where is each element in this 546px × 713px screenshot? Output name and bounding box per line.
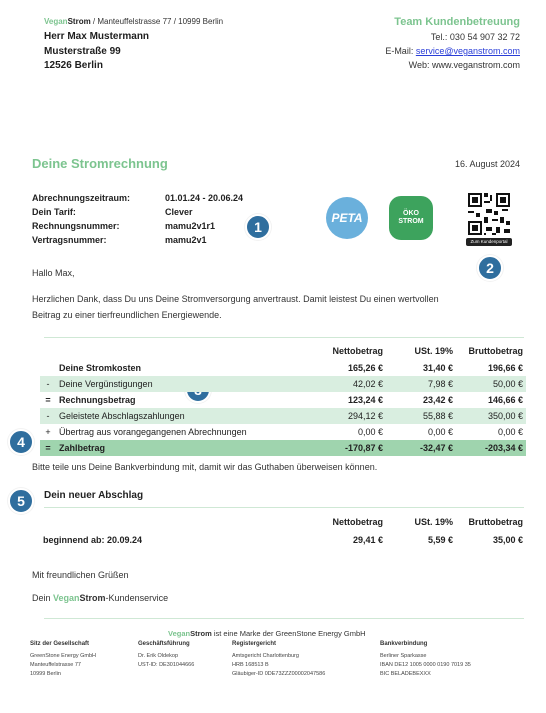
invoice-date: 16. August 2024 [454,159,520,169]
footer-line: UST-ID: DE301044666 [138,662,195,668]
footer-line: Amtsgericht Charlottenburg [232,653,299,659]
costs-table [40,342,526,456]
abschlag-title: Dein neuer Abschlag [44,490,144,501]
greeting: Hallo Max, [32,268,75,278]
contact-team: Team Kundenbetreuung [394,16,520,28]
footer-col-head: Registergericht [232,641,277,647]
footer-line: GreenStone Energy GmbH [30,653,97,659]
table-row: - Deine Vergünstigungen 42,02 € 7,98 € 50,00 € [40,376,526,392]
col-header: Bruttobetrag [468,346,523,356]
contact-tel: Tel.: 030 54 907 32 72 [430,32,520,42]
footer-col-head: Geschäftsführung [138,641,190,647]
footer-line: HRB 168513 B [232,662,269,668]
table-row: + Übertrag aus vorangegangenen Abrechnungen 0,00 € 0,00 € 0,00 € [45,427,523,437]
footer-line: Manteuffelstrasse 77 [30,662,81,668]
total-row: = Zahlbetrag -170,87 € -32,47 € -203,34 € [40,440,526,456]
meta-label: Dein Tarif: [32,207,76,217]
intro-line-1: Herzlichen Dank, dass Du uns Deine Stromversorgung anvertraust. Damit leistest Du einen wertvollen [32,294,439,304]
abschlag-header-row [40,513,526,531]
footer-col-head: Sitz der Gesellschaft [30,641,90,647]
recipient-street: Musterstraße 99 [44,46,121,57]
email-link[interactable]: service@veganstrom.com [415,46,520,56]
callout-badge-5: 5 [8,488,34,514]
divider [44,337,524,338]
closing-signature: Dein VeganStrom-Kundenservice [32,593,169,603]
footer-line: 10999 Berlin [30,671,61,677]
contact-email-line: E-Mail: service@veganstrom.com [385,46,520,56]
costs-header-row [40,342,526,360]
oekostrom-logo: ÖKO STROM [389,196,433,240]
callout-badge-1: 1 [245,214,271,240]
contact-web: Web: www.veganstrom.com [408,60,520,70]
meta-value: mamu2v1 [165,235,207,245]
meta-label: Vertragsnummer: [32,235,107,245]
meta-value: 01.01.24 - 20.06.24 [165,193,244,203]
col-header: Nettobetrag [332,346,383,356]
footer-line: IBAN DE12 1005 0000 0190 7019 35 [380,662,471,668]
bank-note: Bitte teile uns Deine Bankverbindung mit, damit wir das Guthaben überweisen können. [32,462,378,472]
page-title: Deine Stromrechnung [32,156,168,171]
col-header: USt. 19% [414,346,453,356]
footer-line: Dr. Erik Oldekop [138,653,179,659]
footer-tagline: VeganStrom ist eine Marke der GreenStone Energy GmbH [168,629,366,638]
table-row: = Rechnungsbetrag 123,24 € 23,42 € 146,66 € [45,395,523,405]
meta-label: Abrechnungszeitraum: [32,193,131,203]
table-row: Deine Stromkosten 165,26 € 31,40 € 196,66 € [59,363,523,373]
sender-line: VeganStrom / Manteuffelstrasse 77 / 10999 Berlin [44,17,224,26]
recipient-name: Herr Max Mustermann [44,31,150,42]
qr-code-icon[interactable] [466,191,512,237]
meta-value: Clever [165,207,193,217]
footer-line: Gläubiger-ID 0DE73ZZZ00002047586 [232,671,326,677]
col-header: Nettobetrag [332,517,383,527]
table-row: - Geleistete Abschlagszahlungen 294,12 € 55,88 € 350,00 € [40,408,526,424]
intro-line-2: Beitrag zu einer tierfreundlichen Energiewende. [32,310,222,320]
callout-badge-4: 4 [8,429,34,455]
qr-caption: Zum Kundenportal [466,238,512,246]
col-header: Bruttobetrag [468,517,523,527]
divider [44,507,524,508]
divider [44,618,524,619]
table-row: beginnend ab: 20.09.24 29,41 € 5,59 € 35,00 € [43,535,523,545]
meta-label: Rechnungsnummer: [32,221,120,231]
abschlag-table [40,513,526,549]
recipient-city: 12526 Berlin [44,60,103,71]
col-header: USt. 19% [414,517,453,527]
footer-col-head: Bankverbindung [380,641,428,647]
footer-line: BIC BELADEBEXXX [380,671,431,677]
footer-line: Berliner Sparkasse [380,653,427,659]
meta-value: mamu2v1r1 [165,221,216,231]
callout-badge-2: 2 [477,255,503,281]
peta-logo: PETA [326,197,368,239]
closing-greeting: Mit freundlichen Grüßen [32,570,129,580]
